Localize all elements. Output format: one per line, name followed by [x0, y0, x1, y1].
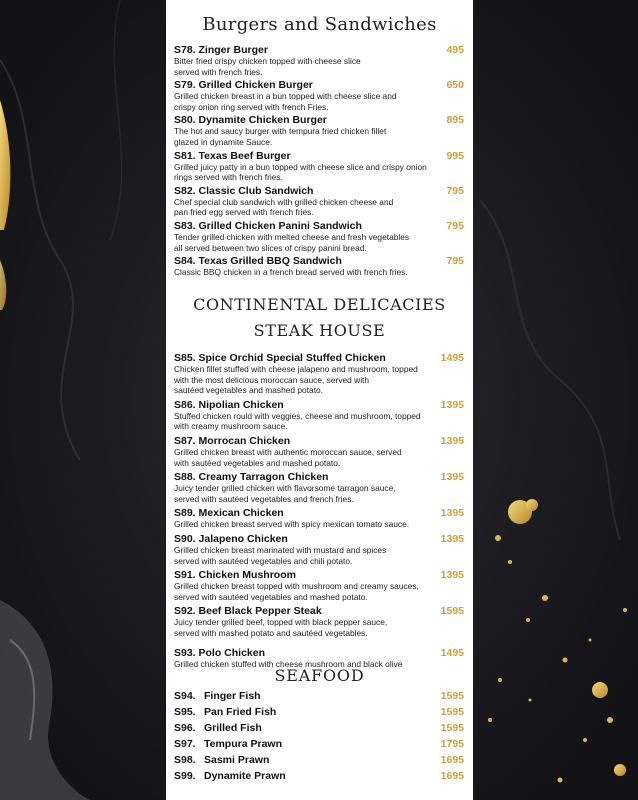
item-description: rings served with french fries. — [174, 172, 283, 183]
item-description: Grilled chicken breast marinated with mustard and spices — [174, 544, 387, 555]
item-description: with sautéed vegetables and mashed potato. — [174, 457, 341, 468]
menu-item — [174, 754, 467, 766]
item-price: 1395 — [440, 471, 464, 484]
menu-item — [174, 533, 467, 566]
item-price: 795 — [446, 255, 464, 268]
item-name: S91. Chicken Mushroom — [174, 569, 296, 582]
item-price: 1595 — [440, 690, 464, 702]
continental-section-title — [166, 292, 473, 344]
menu-item — [174, 569, 467, 602]
item-price: 495 — [446, 44, 464, 56]
item-price: 1395 — [440, 532, 464, 545]
menu-panel — [166, 0, 473, 800]
item-code: S95. — [174, 706, 196, 718]
item-name: S93. Polo Chicken — [174, 646, 266, 659]
menu-item — [174, 605, 467, 638]
item-description: sautéed vegetables and mashed potato. — [174, 385, 323, 396]
item-description: Grilled chicken breast with authentic moroccan sauce, served — [174, 446, 402, 457]
menu-item — [174, 507, 467, 530]
item-description: Tender grilled chicken with melted cheese and fresh vegetables — [174, 231, 410, 242]
burgers-list — [174, 44, 467, 278]
item-description: with creamy mushroom sauce. — [174, 421, 288, 432]
menu-item — [174, 399, 467, 432]
item-name: S80. Dynamite Chicken Burger — [174, 114, 327, 127]
item-description: served with mashed potato and sautéed vegetables. — [174, 627, 368, 638]
item-code: S99. — [174, 770, 196, 782]
menu-item — [174, 114, 467, 147]
item-description: The hot and saucy burger with tempura fried chicken fillet — [174, 126, 387, 137]
item-description: Stuffed chicken rould with veggies, cheese and mushroom, topped — [174, 410, 421, 421]
item-code: S94. — [174, 690, 196, 702]
item-description: served with sautéed vegetables and french fries. — [174, 493, 354, 504]
item-description: crispy onion ring served with french Fries. — [174, 101, 329, 112]
menu-item — [174, 255, 467, 278]
item-price: 1495 — [440, 352, 464, 364]
menu-item — [174, 722, 467, 734]
item-price: 1495 — [440, 646, 464, 659]
item-description: Grilled chicken breast topped with mushroom and creamy sauces, — [174, 581, 419, 592]
item-description: Grilled chicken stuffed with cheese mushroom and black olive — [174, 658, 403, 669]
item-price: 1695 — [440, 770, 464, 782]
item-name: S81. Texas Beef Burger — [174, 149, 291, 162]
item-price: 1395 — [440, 434, 464, 447]
item-code: S96. — [174, 722, 196, 734]
item-price: 1695 — [440, 754, 464, 766]
item-price: 1595 — [440, 605, 464, 618]
item-name: S82. Classic Club Sandwich — [174, 184, 314, 197]
item-code: S98. — [174, 754, 196, 766]
item-name: S88. Creamy Tarragon Chicken — [174, 471, 329, 484]
menu-item — [174, 150, 467, 183]
item-name: S79. Grilled Chicken Burger — [174, 79, 313, 92]
item-name: Grilled Fish — [204, 722, 262, 734]
item-name: S89. Mexican Chicken — [174, 507, 284, 520]
seafood-section-title: SEAFOOD — [274, 666, 365, 685]
item-description: served with sautéed vegetables and mashed potato. — [174, 591, 368, 602]
item-name: S85. Spice Orchid Special Stuffed Chicken — [174, 352, 386, 364]
item-name: Pan Fried Fish — [204, 706, 277, 718]
item-description: Grilled chicken breast in a bun topped with cheese slice and — [174, 91, 397, 102]
item-description: with the most delicious moroccan sauce, served with — [174, 374, 370, 385]
item-description: glazed in dynamite Sauce. — [174, 136, 273, 147]
item-description: Grilled chicken breast served with spicy mexican tomato sauce. — [174, 519, 410, 530]
item-price: 1395 — [440, 569, 464, 582]
item-price: 895 — [446, 114, 464, 127]
menu-item — [174, 185, 467, 218]
item-price: 1795 — [440, 738, 464, 750]
item-name: Sasmi Prawn — [204, 754, 270, 766]
item-price: 795 — [446, 184, 464, 197]
item-name: S78. Zinger Burger — [174, 44, 268, 56]
menu-item — [174, 220, 467, 253]
item-description: served with sautéed vegetables and chili potato. — [174, 555, 353, 566]
item-description: Juicy tender grilled chicken with flavorsome tarragon sauce, — [174, 483, 396, 494]
continental-title-line2: STEAK HOUSE — [253, 321, 386, 340]
item-name: Tempura Prawn — [204, 738, 282, 750]
menu-item — [174, 352, 467, 396]
item-name: S92. Beef Black Pepper Steak — [174, 605, 322, 618]
item-description: Juicy tender grilled beef, topped with black pepper sauce, — [174, 617, 388, 628]
item-description: all served between two slices of crispy panini bread. — [174, 242, 367, 253]
menu-item — [174, 770, 467, 782]
item-price: 650 — [446, 79, 464, 92]
seafood-list — [174, 690, 467, 782]
item-price: 795 — [446, 219, 464, 232]
menu-item — [174, 690, 467, 702]
item-price: 1595 — [440, 722, 464, 734]
item-description: Grilled juicy patty in a bun topped with cheese slice and crispy onion — [174, 161, 427, 172]
continental-title-line1: CONTINENTAL DELICACIES — [193, 295, 446, 314]
item-name: Finger Fish — [204, 690, 261, 702]
menu-item — [174, 435, 467, 468]
item-description: Classic BBQ chicken in a french bread served with french fries. — [174, 267, 408, 278]
item-description: pan fried egg served with french fries. — [174, 207, 314, 218]
item-name: Dynamite Prawn — [204, 770, 286, 782]
item-description: Chicken fillet stuffed with cheese jalapeno and mushroom, topped — [174, 364, 418, 374]
item-name: S84. Texas Grilled BBQ Sandwich — [174, 255, 342, 268]
menu-item — [174, 44, 467, 77]
continental-list — [174, 352, 467, 669]
menu-item — [174, 738, 467, 750]
item-name: S87. Morrocan Chicken — [174, 434, 291, 447]
item-price: 1395 — [440, 507, 464, 520]
menu-item — [174, 471, 467, 504]
item-name: S86. Nipolian Chicken — [174, 398, 284, 411]
menu-item — [174, 79, 467, 112]
item-price: 995 — [446, 149, 464, 162]
menu-item — [174, 706, 467, 718]
burgers-section-title: Burgers and Sandwiches — [202, 14, 437, 35]
item-price: 1395 — [440, 398, 464, 411]
item-description: Bitter fried crispy chicken topped with cheese slice — [174, 56, 361, 66]
item-description: Chef special club sandwich with grilled chicken cheese and — [174, 196, 394, 207]
item-price: 1595 — [440, 706, 464, 718]
item-name: S83. Grilled Chicken Panini Sandwich — [174, 219, 362, 232]
item-name: S90. Jalapeno Chicken — [174, 532, 288, 545]
item-description: served with french fries. — [174, 66, 263, 77]
item-code: S97. — [174, 738, 196, 750]
